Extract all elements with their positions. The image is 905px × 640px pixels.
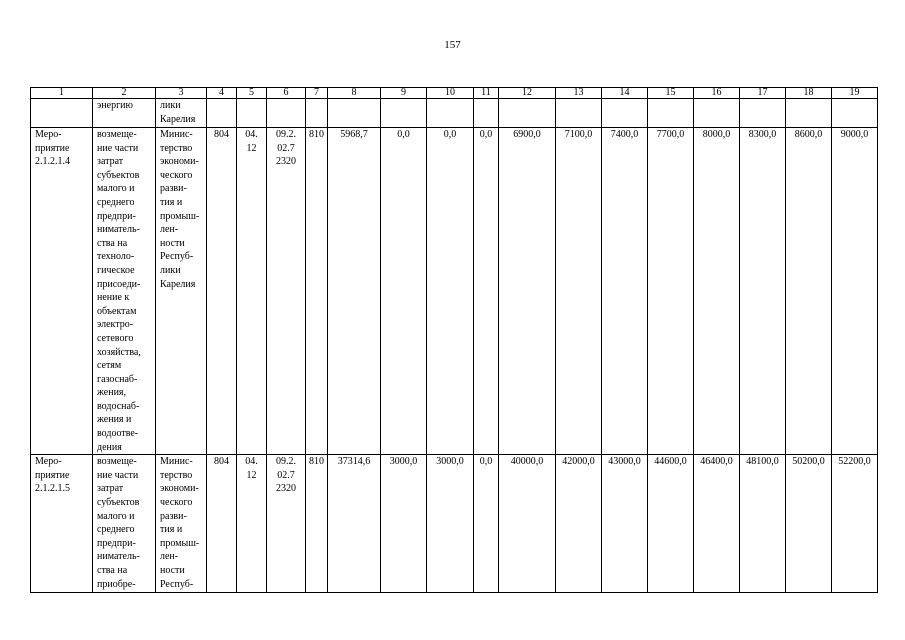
table-cell: Меро- приятие 2.1.2.1.4 — [31, 128, 93, 455]
column-number-header: 1 — [31, 88, 93, 99]
table-row — [31, 99, 878, 128]
table-cell: 3000,0 — [427, 455, 474, 593]
table-cell: 0,0 — [474, 455, 499, 593]
table-cell: 43000,0 — [602, 455, 648, 593]
table-cell: энергию — [93, 99, 156, 128]
column-number-header: 3 — [156, 88, 207, 99]
table-row — [31, 128, 878, 455]
column-number-header: 6 — [267, 88, 306, 99]
column-number-header: 5 — [237, 88, 267, 99]
column-number-header: 17 — [740, 88, 786, 99]
table-cell — [267, 99, 306, 128]
column-number-header: 16 — [694, 88, 740, 99]
table-cell: 09.2. 02.7 2320 — [267, 455, 306, 593]
table-body — [31, 99, 878, 593]
table-cell — [474, 99, 499, 128]
table-cell — [832, 99, 878, 128]
table-cell — [237, 99, 267, 128]
column-number-header: 19 — [832, 88, 878, 99]
table-cell: 40000,0 — [499, 455, 556, 593]
table-cell: 7700,0 — [648, 128, 694, 455]
table-cell — [381, 99, 427, 128]
table-cell: Минис- терство экономи- ческого разви- тия и промыш- лен- ности Респуб- лики Карелия — [156, 128, 207, 455]
table-cell: 7400,0 — [602, 128, 648, 455]
table-cell: 3000,0 — [381, 455, 427, 593]
column-number-header: 2 — [93, 88, 156, 99]
table-cell: 0,0 — [474, 128, 499, 455]
column-number-header: 12 — [499, 88, 556, 99]
table-cell — [786, 99, 832, 128]
table-cell: 37314,6 — [328, 455, 381, 593]
table-cell: 9000,0 — [832, 128, 878, 455]
table-cell — [306, 99, 328, 128]
table-cell — [740, 99, 786, 128]
table-cell: возмеще- ние части затрат субъектов малого и среднего предпри- ниматель- ства на приобре- — [93, 455, 156, 593]
table-cell: 0,0 — [427, 128, 474, 455]
table-cell: 42000,0 — [556, 455, 602, 593]
table-cell: 810 — [306, 128, 328, 455]
table-cell: 50200,0 — [786, 455, 832, 593]
column-number-header: 9 — [381, 88, 427, 99]
table-cell: 0,0 — [381, 128, 427, 455]
table-row — [31, 455, 878, 593]
column-numbers-row — [31, 88, 878, 99]
column-number-header: 15 — [648, 88, 694, 99]
table-cell: лики Карелия — [156, 99, 207, 128]
table-cell — [694, 99, 740, 128]
column-number-header: 14 — [602, 88, 648, 99]
table-cell — [556, 99, 602, 128]
table-cell — [427, 99, 474, 128]
table-cell — [602, 99, 648, 128]
table-cell — [499, 99, 556, 128]
table-cell: 6900,0 — [499, 128, 556, 455]
column-number-header: 18 — [786, 88, 832, 99]
table-cell: 8000,0 — [694, 128, 740, 455]
column-number-header: 11 — [474, 88, 499, 99]
table-header — [31, 88, 878, 99]
table-cell — [648, 99, 694, 128]
table-cell — [328, 99, 381, 128]
column-number-header: 4 — [207, 88, 237, 99]
column-number-header: 10 — [427, 88, 474, 99]
table-cell: Меро- приятие 2.1.2.1.5 — [31, 455, 93, 593]
table-cell — [207, 99, 237, 128]
table-cell — [31, 99, 93, 128]
table-cell: 04. 12 — [237, 128, 267, 455]
table-cell: 8300,0 — [740, 128, 786, 455]
table-cell: 48100,0 — [740, 455, 786, 593]
table-cell: 8600,0 — [786, 128, 832, 455]
table-cell: 804 — [207, 128, 237, 455]
table-cell: 7100,0 — [556, 128, 602, 455]
table-cell: 44600,0 — [648, 455, 694, 593]
table-cell: 09.2. 02.7 2320 — [267, 128, 306, 455]
data-table — [30, 87, 878, 593]
table-cell: 46400,0 — [694, 455, 740, 593]
table-cell: 04. 12 — [237, 455, 267, 593]
table-cell: 804 — [207, 455, 237, 593]
column-number-header: 8 — [328, 88, 381, 99]
column-number-header: 13 — [556, 88, 602, 99]
table-cell: Минис- терство экономи- ческого разви- тия и промыш- лен- ности Респуб- — [156, 455, 207, 593]
page-number: 157 — [444, 39, 461, 51]
table-cell: 5968,7 — [328, 128, 381, 455]
table-cell: возмеще- ние части затрат субъектов малого и среднего предпри- ниматель- ства на техноло- гическое присоеди- нение к объектам электро- сетевого хозяйства, сетям газоснаб- жения, водоснаб- жения и водоотве- дения — [93, 128, 156, 455]
table-cell: 810 — [306, 455, 328, 593]
table-cell: 52200,0 — [832, 455, 878, 593]
column-number-header: 7 — [306, 88, 328, 99]
